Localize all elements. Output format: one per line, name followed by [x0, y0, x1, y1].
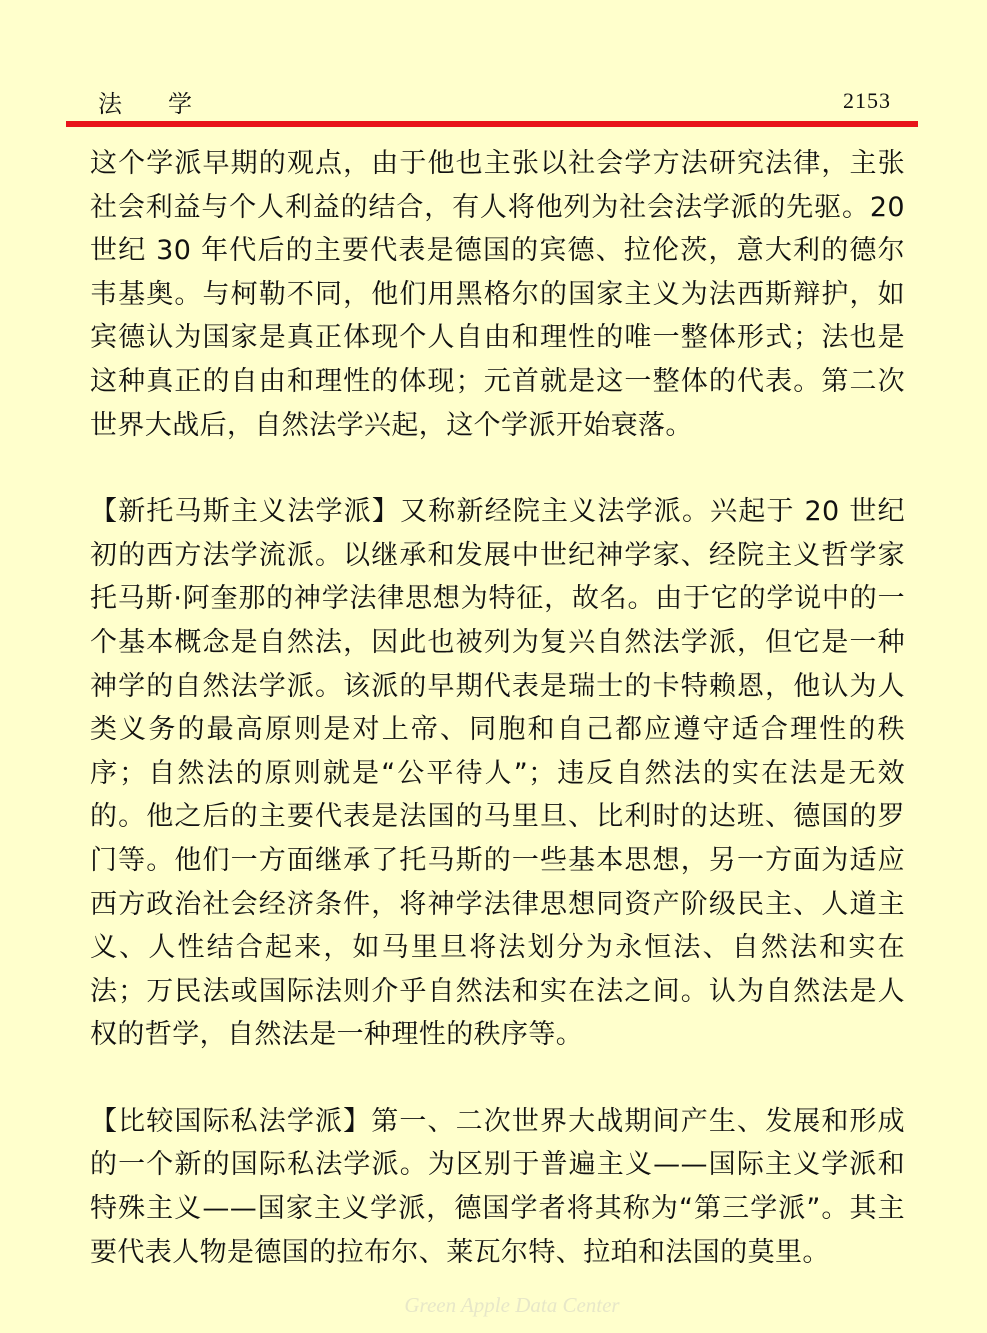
paragraph-social-law-school-continued: 这个学派早期的观点，由于他也主张以社会学方法研究法律，主张社会利益与个人利益的结合，有人将他列为社会法学派的先驱。20 世纪 30 年代后的主要代表是德国的宾德、拉伦茨，意大利的德尔韦基奥。与柯勒不同，他们用黑格尔的国家主义为法西斯辩护，如宾德认为国家是真正体现个人自由和理性的唯一整体形式；法也是这种真正的自由和理性的体现；元首就是这一整体的代表。第二次世界大战后，自然法学兴起，这个学派开始衰落。: [90, 148, 905, 441]
body-text: [90, 142, 905, 1274]
page-number: 2153: [843, 88, 891, 113]
watermark: Green Apple Data Center: [404, 1293, 620, 1317]
header-divider: [66, 121, 918, 127]
running-head-title: 法学: [98, 90, 238, 118]
paragraph-neo-thomism-law-school: 【新托马斯主义法学派】又称新经院主义法学派。兴起于 20 世纪初的西方法学流派。以继承和发展中世纪神学家、经院主义哲学家托马斯·阿奎那的神学法律思想为特征，故名。由于它的学说中的一个基本概念是自然法，因此也被列为复兴自然法学派，但它是一种神学的自然法学派。该派的早期代表是瑞士的卡特赖恩，他认为人类义务的最高原则是对上帝、同胞和自己都应遵守适合理性的秩序；自然法的原则就是“公平待人”；违反自然法的实在法是无效的。他之后的主要代表是法国的马里旦、比利时的达班、德国的罗门等。他们一方面继承了托马斯的一些基本思想，另一方面为适应西方政治社会经济条件，将神学法律思想同资产阶级民主、人道主义、人性结合起来，如马里旦将法划分为永恒法、自然法和实在法；万民法或国际法则介乎自然法和实在法之间。认为自然法是人权的哲学，自然法是一种理性的秩序等。: [90, 496, 905, 1051]
page-header: [92, 84, 895, 116]
paragraph-comparative-private-international-law-school: 【比较国际私法学派】第一、二次世界大战期间产生、发展和形成的一个新的国际私法学派。为区别于普遍主义——国际主义学派和特殊主义——国家主义学派，德国学者将其称为“第三学派”。其主要代表人物是德国的拉布尔、莱瓦尔特、拉珀和法国的莫里。: [90, 1105, 905, 1268]
